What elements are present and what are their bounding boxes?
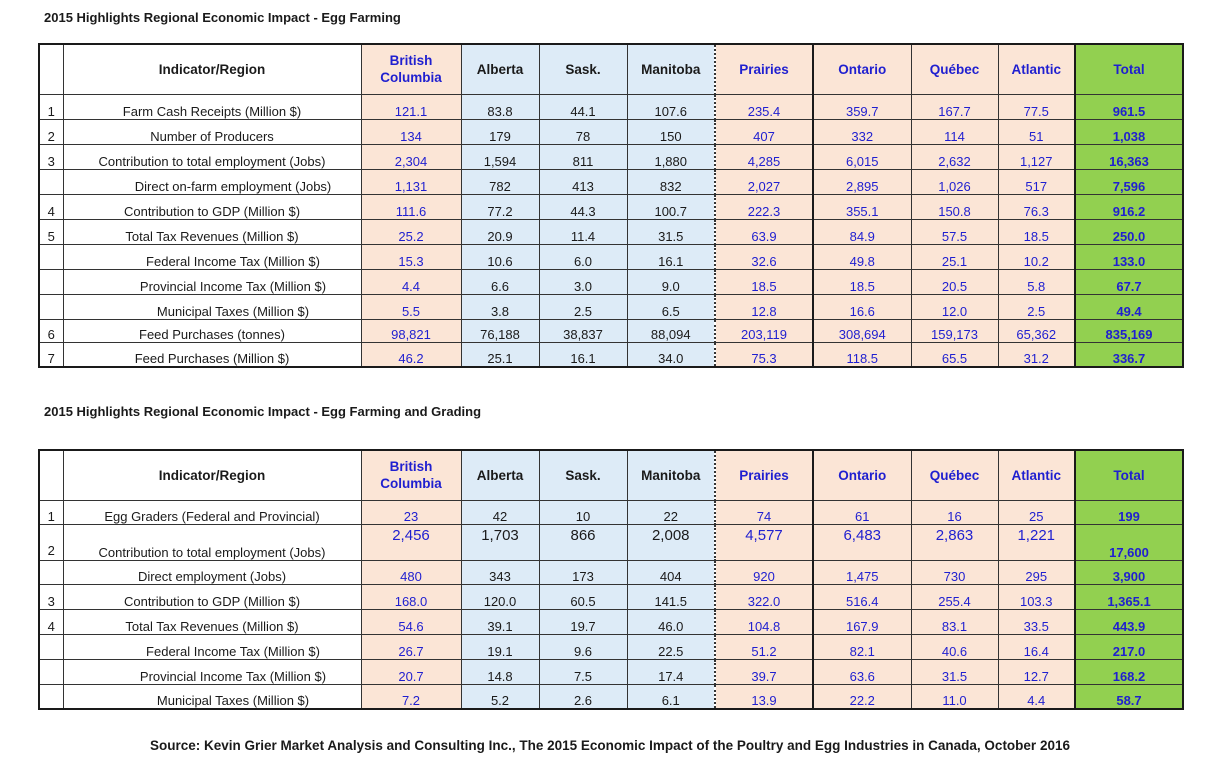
source-note: Source: Kevin Grier Market Analysis and Consulting Inc., The 2015 Economic Impact of the Poultry and Egg Industries in Canada, October 2016 [150, 738, 1070, 753]
cell-ontario: 1,475 [813, 560, 911, 584]
cell-manitoba: 150 [627, 119, 715, 144]
cell-ontario: 308,694 [813, 319, 911, 342]
cell-ontario: 82.1 [813, 634, 911, 659]
cell-prairies: 407 [715, 119, 813, 144]
cell-total: 336.7 [1075, 342, 1183, 367]
row-number: 3 [39, 584, 63, 609]
cell-ontario: 84.9 [813, 219, 911, 244]
row-number: 4 [39, 609, 63, 634]
cell-alberta: 343 [461, 560, 539, 584]
cell-alberta: 1,703 [461, 524, 539, 560]
cell-total: 1,365.1 [1075, 584, 1183, 609]
cell-ontario: 516.4 [813, 584, 911, 609]
cell-ontario: 18.5 [813, 269, 911, 294]
cell-ontario: 49.8 [813, 244, 911, 269]
cell-british-columbia: 111.6 [361, 194, 461, 219]
table-row [39, 219, 1183, 244]
header-quebec: Québec [911, 44, 998, 94]
egg-farming-table [38, 43, 1184, 368]
cell-british-columbia: 54.6 [361, 609, 461, 634]
cell-sask: 9.6 [539, 634, 627, 659]
header-prairies: Prairies [715, 450, 813, 500]
cell-atlantic: 18.5 [998, 219, 1075, 244]
cell-alberta: 3.8 [461, 294, 539, 319]
cell-sask: 6.0 [539, 244, 627, 269]
cell-atlantic: 1,127 [998, 144, 1075, 169]
cell-quebec: 159,173 [911, 319, 998, 342]
cell-prairies: 51.2 [715, 634, 813, 659]
header-manitoba: Manitoba [627, 44, 715, 94]
cell-prairies: 4,577 [715, 524, 813, 560]
header-ontario: Ontario [813, 450, 911, 500]
cell-british-columbia: 25.2 [361, 219, 461, 244]
cell-alberta: 19.1 [461, 634, 539, 659]
cell-atlantic: 31.2 [998, 342, 1075, 367]
cell-quebec: 167.7 [911, 94, 998, 119]
cell-alberta: 120.0 [461, 584, 539, 609]
cell-alberta: 5.2 [461, 684, 539, 709]
table-row [39, 194, 1183, 219]
cell-quebec: 255.4 [911, 584, 998, 609]
cell-prairies: 222.3 [715, 194, 813, 219]
cell-british-columbia: 15.3 [361, 244, 461, 269]
cell-alberta: 77.2 [461, 194, 539, 219]
cell-british-columbia: 26.7 [361, 634, 461, 659]
indicator-label: Total Tax Revenues (Million $) [63, 609, 361, 634]
cell-ontario: 167.9 [813, 609, 911, 634]
indicator-label: Number of Producers [63, 119, 361, 144]
cell-prairies: 4,285 [715, 144, 813, 169]
cell-manitoba: 22.5 [627, 634, 715, 659]
cell-manitoba: 31.5 [627, 219, 715, 244]
cell-manitoba: 1,880 [627, 144, 715, 169]
table-row [39, 584, 1183, 609]
cell-manitoba: 46.0 [627, 609, 715, 634]
cell-alberta: 14.8 [461, 659, 539, 684]
header-prairies: Prairies [715, 44, 813, 94]
cell-total: 133.0 [1075, 244, 1183, 269]
cell-sask: 19.7 [539, 609, 627, 634]
cell-british-columbia: 134 [361, 119, 461, 144]
cell-manitoba: 141.5 [627, 584, 715, 609]
cell-british-columbia: 4.4 [361, 269, 461, 294]
row-number: 7 [39, 342, 63, 367]
cell-ontario: 6,015 [813, 144, 911, 169]
cell-quebec: 25.1 [911, 244, 998, 269]
cell-quebec: 12.0 [911, 294, 998, 319]
table-row [39, 244, 1183, 269]
cell-total: 7,596 [1075, 169, 1183, 194]
cell-sask: 11.4 [539, 219, 627, 244]
header-num [39, 450, 63, 500]
cell-total: 16,363 [1075, 144, 1183, 169]
cell-quebec: 31.5 [911, 659, 998, 684]
cell-prairies: 920 [715, 560, 813, 584]
row-number: 6 [39, 319, 63, 342]
row-number: 1 [39, 94, 63, 119]
cell-prairies: 18.5 [715, 269, 813, 294]
cell-ontario: 6,483 [813, 524, 911, 560]
cell-british-columbia: 46.2 [361, 342, 461, 367]
cell-british-columbia: 5.5 [361, 294, 461, 319]
cell-prairies: 63.9 [715, 219, 813, 244]
cell-manitoba: 88,094 [627, 319, 715, 342]
cell-british-columbia: 20.7 [361, 659, 461, 684]
cell-prairies: 32.6 [715, 244, 813, 269]
cell-manitoba: 832 [627, 169, 715, 194]
row-number [39, 294, 63, 319]
cell-ontario: 22.2 [813, 684, 911, 709]
row-number: 4 [39, 194, 63, 219]
cell-prairies: 235.4 [715, 94, 813, 119]
cell-sask: 44.3 [539, 194, 627, 219]
cell-alberta: 179 [461, 119, 539, 144]
cell-british-columbia: 1,131 [361, 169, 461, 194]
cell-atlantic: 2.5 [998, 294, 1075, 319]
table1-title: 2015 Highlights Regional Economic Impact - Egg Farming [44, 10, 401, 25]
cell-sask: 3.0 [539, 269, 627, 294]
cell-quebec: 65.5 [911, 342, 998, 367]
cell-atlantic: 1,221 [998, 524, 1075, 560]
cell-quebec: 40.6 [911, 634, 998, 659]
indicator-label: Federal Income Tax (Million $) [63, 244, 361, 269]
cell-alberta: 39.1 [461, 609, 539, 634]
table-row [39, 294, 1183, 319]
cell-manitoba: 100.7 [627, 194, 715, 219]
table-row [39, 119, 1183, 144]
cell-prairies: 2,027 [715, 169, 813, 194]
cell-total: 67.7 [1075, 269, 1183, 294]
cell-british-columbia: 2,304 [361, 144, 461, 169]
cell-atlantic: 76.3 [998, 194, 1075, 219]
cell-british-columbia: 121.1 [361, 94, 461, 119]
cell-atlantic: 103.3 [998, 584, 1075, 609]
cell-atlantic: 16.4 [998, 634, 1075, 659]
header-sask: Sask. [539, 450, 627, 500]
cell-british-columbia: 480 [361, 560, 461, 584]
header-sask: Sask. [539, 44, 627, 94]
cell-sask: 16.1 [539, 342, 627, 367]
header-indicator: Indicator/Region [63, 450, 361, 500]
cell-manitoba: 2,008 [627, 524, 715, 560]
cell-british-columbia: 7.2 [361, 684, 461, 709]
cell-total: 1,038 [1075, 119, 1183, 144]
cell-atlantic: 25 [998, 500, 1075, 524]
cell-alberta: 782 [461, 169, 539, 194]
cell-atlantic: 12.7 [998, 659, 1075, 684]
cell-atlantic: 33.5 [998, 609, 1075, 634]
cell-atlantic: 65,362 [998, 319, 1075, 342]
row-number [39, 244, 63, 269]
table-row [39, 659, 1183, 684]
header-num [39, 44, 63, 94]
cell-prairies: 104.8 [715, 609, 813, 634]
cell-alberta: 25.1 [461, 342, 539, 367]
cell-alberta: 1,594 [461, 144, 539, 169]
egg-farming-grading-table [38, 449, 1184, 710]
cell-british-columbia: 98,821 [361, 319, 461, 342]
cell-total: 217.0 [1075, 634, 1183, 659]
cell-manitoba: 9.0 [627, 269, 715, 294]
indicator-label: Contribution to total employment (Jobs) [63, 524, 361, 560]
header-british-columbia: British Columbia [361, 44, 461, 94]
table-row [39, 560, 1183, 584]
cell-quebec: 2,863 [911, 524, 998, 560]
cell-manitoba: 404 [627, 560, 715, 584]
row-number: 5 [39, 219, 63, 244]
row-number [39, 269, 63, 294]
cell-manitoba: 16.1 [627, 244, 715, 269]
cell-quebec: 57.5 [911, 219, 998, 244]
indicator-label: Contribution to total employment (Jobs) [63, 144, 361, 169]
indicator-label: Contribution to GDP (Million $) [63, 584, 361, 609]
cell-manitoba: 17.4 [627, 659, 715, 684]
cell-sask: 38,837 [539, 319, 627, 342]
row-number [39, 169, 63, 194]
cell-manitoba: 34.0 [627, 342, 715, 367]
cell-british-columbia: 2,456 [361, 524, 461, 560]
cell-alberta: 83.8 [461, 94, 539, 119]
cell-ontario: 63.6 [813, 659, 911, 684]
header-total: Total [1075, 450, 1183, 500]
indicator-label: Farm Cash Receipts (Million $) [63, 94, 361, 119]
header-ontario: Ontario [813, 44, 911, 94]
cell-alberta: 42 [461, 500, 539, 524]
header-quebec: Québec [911, 450, 998, 500]
cell-alberta: 10.6 [461, 244, 539, 269]
cell-atlantic: 517 [998, 169, 1075, 194]
cell-sask: 2.6 [539, 684, 627, 709]
cell-total: 835,169 [1075, 319, 1183, 342]
cell-ontario: 16.6 [813, 294, 911, 319]
row-number [39, 634, 63, 659]
header-alberta: Alberta [461, 44, 539, 94]
table-row [39, 144, 1183, 169]
cell-quebec: 11.0 [911, 684, 998, 709]
cell-quebec: 150.8 [911, 194, 998, 219]
indicator-label: Feed Purchases (tonnes) [63, 319, 361, 342]
header-atlantic: Atlantic [998, 450, 1075, 500]
indicator-label: Egg Graders (Federal and Provincial) [63, 500, 361, 524]
cell-manitoba: 22 [627, 500, 715, 524]
table-row [39, 500, 1183, 524]
cell-atlantic: 10.2 [998, 244, 1075, 269]
cell-sask: 44.1 [539, 94, 627, 119]
cell-total: 443.9 [1075, 609, 1183, 634]
cell-quebec: 20.5 [911, 269, 998, 294]
cell-quebec: 730 [911, 560, 998, 584]
row-number [39, 684, 63, 709]
cell-atlantic: 51 [998, 119, 1075, 144]
cell-atlantic: 4.4 [998, 684, 1075, 709]
cell-total: 961.5 [1075, 94, 1183, 119]
cell-total: 17,600 [1075, 524, 1183, 560]
row-number: 3 [39, 144, 63, 169]
cell-atlantic: 5.8 [998, 269, 1075, 294]
cell-sask: 78 [539, 119, 627, 144]
cell-quebec: 1,026 [911, 169, 998, 194]
cell-total: 916.2 [1075, 194, 1183, 219]
cell-prairies: 13.9 [715, 684, 813, 709]
cell-total: 168.2 [1075, 659, 1183, 684]
indicator-label: Total Tax Revenues (Million $) [63, 219, 361, 244]
table-row [39, 269, 1183, 294]
indicator-label: Federal Income Tax (Million $) [63, 634, 361, 659]
cell-alberta: 20.9 [461, 219, 539, 244]
cell-prairies: 75.3 [715, 342, 813, 367]
cell-prairies: 203,119 [715, 319, 813, 342]
table-row [39, 342, 1183, 367]
header-total: Total [1075, 44, 1183, 94]
cell-quebec: 16 [911, 500, 998, 524]
cell-atlantic: 295 [998, 560, 1075, 584]
cell-sask: 173 [539, 560, 627, 584]
cell-atlantic: 77.5 [998, 94, 1075, 119]
cell-ontario: 118.5 [813, 342, 911, 367]
indicator-label: Contribution to GDP (Million $) [63, 194, 361, 219]
indicator-label: Municipal Taxes (Million $) [63, 684, 361, 709]
cell-prairies: 39.7 [715, 659, 813, 684]
cell-alberta: 6.6 [461, 269, 539, 294]
table-row [39, 524, 1183, 560]
table-row [39, 319, 1183, 342]
cell-ontario: 332 [813, 119, 911, 144]
indicator-label: Provincial Income Tax (Million $) [63, 659, 361, 684]
cell-sask: 413 [539, 169, 627, 194]
row-number [39, 659, 63, 684]
cell-sask: 7.5 [539, 659, 627, 684]
row-number: 2 [39, 119, 63, 144]
header-british-columbia: British Columbia [361, 450, 461, 500]
cell-manitoba: 107.6 [627, 94, 715, 119]
header-manitoba: Manitoba [627, 450, 715, 500]
cell-total: 49.4 [1075, 294, 1183, 319]
cell-ontario: 359.7 [813, 94, 911, 119]
cell-manitoba: 6.5 [627, 294, 715, 319]
table-row [39, 684, 1183, 709]
row-number: 2 [39, 524, 63, 560]
cell-total: 3,900 [1075, 560, 1183, 584]
table-row [39, 169, 1183, 194]
cell-sask: 811 [539, 144, 627, 169]
cell-sask: 866 [539, 524, 627, 560]
cell-total: 199 [1075, 500, 1183, 524]
header-alberta: Alberta [461, 450, 539, 500]
cell-ontario: 61 [813, 500, 911, 524]
cell-ontario: 2,895 [813, 169, 911, 194]
cell-total: 58.7 [1075, 684, 1183, 709]
cell-quebec: 2,632 [911, 144, 998, 169]
cell-total: 250.0 [1075, 219, 1183, 244]
cell-sask: 10 [539, 500, 627, 524]
table-row [39, 94, 1183, 119]
table-row [39, 634, 1183, 659]
cell-sask: 60.5 [539, 584, 627, 609]
header-indicator: Indicator/Region [63, 44, 361, 94]
cell-prairies: 74 [715, 500, 813, 524]
cell-ontario: 355.1 [813, 194, 911, 219]
indicator-label: Direct employment (Jobs) [63, 560, 361, 584]
cell-quebec: 114 [911, 119, 998, 144]
table2-title: 2015 Highlights Regional Economic Impact - Egg Farming and Grading [44, 404, 482, 419]
cell-prairies: 322.0 [715, 584, 813, 609]
cell-sask: 2.5 [539, 294, 627, 319]
cell-quebec: 83.1 [911, 609, 998, 634]
cell-alberta: 76,188 [461, 319, 539, 342]
cell-prairies: 12.8 [715, 294, 813, 319]
table-row [39, 609, 1183, 634]
indicator-label: Direct on-farm employment (Jobs) [63, 169, 361, 194]
row-number [39, 560, 63, 584]
indicator-label: Provincial Income Tax (Million $) [63, 269, 361, 294]
indicator-label: Feed Purchases (Million $) [63, 342, 361, 367]
cell-british-columbia: 23 [361, 500, 461, 524]
cell-manitoba: 6.1 [627, 684, 715, 709]
row-number: 1 [39, 500, 63, 524]
cell-british-columbia: 168.0 [361, 584, 461, 609]
indicator-label: Municipal Taxes (Million $) [63, 294, 361, 319]
header-atlantic: Atlantic [998, 44, 1075, 94]
